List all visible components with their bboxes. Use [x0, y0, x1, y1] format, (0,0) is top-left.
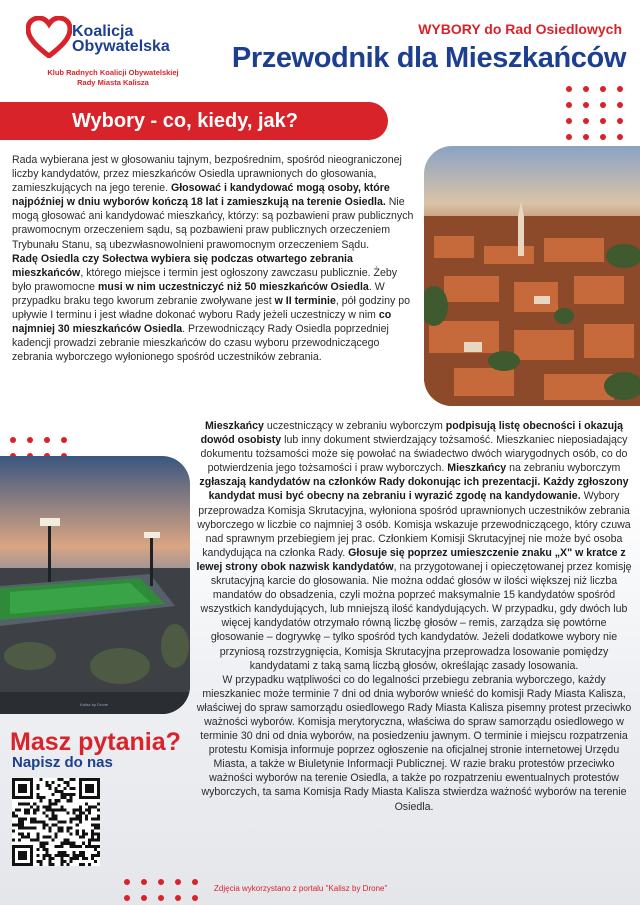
- text-run: uczestniczący w zebraniu wyborczym: [263, 420, 446, 432]
- stadium-photo: [0, 456, 190, 714]
- dots-top-right: [566, 86, 623, 140]
- text-run: podpisują listę obecności i okazują dowód osobisty: [200, 420, 623, 447]
- logo-subtitle: [38, 68, 188, 88]
- text-run: Mieszkańcy: [204, 420, 264, 432]
- body-paragraph: [196, 673, 632, 814]
- page-title: Przewodnik dla Mieszkańców: [231, 42, 626, 74]
- logo-name-line1: Koalicja: [72, 23, 134, 40]
- text-run: musi w nim uczestniczyć niż 50 mieszkańców Osiedla: [97, 280, 369, 293]
- text-run: zgłaszają kandydatów na członków Rady dokonując ich prezentacji. Każdy zgłoszony kandydat musi być obecny na zebraniu i wyrazić zgodę na kandydowanie.: [199, 476, 629, 503]
- body-text: [196, 419, 632, 814]
- intro-text: [12, 153, 418, 364]
- text-run: na zebraniu wyborczym: [506, 462, 621, 475]
- logo-sub-line2: Rady Miasta Kalisza: [77, 78, 149, 87]
- logo-name: [72, 24, 170, 54]
- photo-credit: Zdjęcia wykorzystano z portalu "Kalisz by Drone": [214, 884, 388, 893]
- logo: [26, 14, 186, 87]
- text-run: , którego miejsce i termin jest ogłoszony zawczasu publicznie. Żeby było prawomocne: [12, 266, 398, 293]
- heart-logo-icon: [26, 16, 72, 58]
- text-run: Rada wybierana jest w głosowaniu tajnym, bezpośrednim, spośród nieograniczonej liczby kandydatów, przez mieszkańców Osiedla uprawnionych do głosowania, zamieszkujących na jego terenie.: [12, 154, 402, 195]
- photo-caption: Kalisz by Drone: [80, 702, 109, 707]
- logo-sub-line1: Klub Radnych Koalicji Obywatelskiej: [47, 68, 179, 77]
- text-run: . W przypadku braku tego kworum zebranie zwoływane jest: [12, 280, 385, 307]
- text-run: , na przygotowanej i opieczętowanej przez komisję skrutacyjną karcie do głosowania. Nie można oddać głosów w ilości większej niż liczba mandatów do obsadzenia, czyli można poprzeć maksymalnie 15 kandydatów spośród wszystkich kandydujących, lub mniejszą ilość kandydujących. W przypadku, gdy dwóch lub więcej kandydatów otrzymało równą liczbę głosów – remis, zarządza się powtórne głosowanie – dogrywkę – tylko spośród tych kandydatów. Jeżeli dodatkowe wybory nie przyniosą rozstrzygnięcia, Komisja Skrutacyjna przeprowadza losowanie pomiędzy kandydatami z taką samą liczbą głosów, określając zasady losowania.: [200, 560, 632, 672]
- text-run: Nie mogą głosować ani kandydować mieszkańcy, którzy: są pozbawieni praw publicznych prawomocnym orzeczeniem sądu, są pozbawieni praw publicznych orzeczeniem Trybunału Stanu, są ubezwłasnowolnieni prawomocnym orzeczeniem Sądu.: [12, 196, 414, 251]
- text-run: Radę Osiedla czy Sołectwa wybiera się podczas otwartego zebrania mieszkańców: [12, 252, 353, 279]
- text-run: lub inny dokument stwierdzający tożsamość. Mieszkaniec nieposiadający dokumentu tożsamości może się powołać na świadectwo dwóch wiarygodnych osób, co do potwierdzenia jego tożsamości i praw wyborczych.: [200, 434, 628, 475]
- section-banner: Wybory - co, kiedy, jak?: [0, 102, 388, 140]
- logo-name-line2: Obywatelska: [72, 38, 170, 55]
- text-run: co najmniej 30 mieszkańców Osiedla: [12, 309, 392, 336]
- questions-subtitle: Napisz do nas: [12, 754, 113, 771]
- text-run: W przypadku wątpliwości co do legalności przebiegu zebrania wyborczego, każdy mieszkaniec może terminie 7 dni od dnia wyborów wnieść do komisji Rady Miasta Kalisza, właściwej do spraw samorządu osiedlowego Rady Miasta Kalisza pisemny protest przeciwko ważności wyborów. Komisja merytoryczna, właściwa do spraw samorządu osiedlowego w terminie 30 dni od dnia wyborów, na posiedzeniu jawnym. O terminie i miejscu rozpatrzenia protestu Komisja informuje poprzez ogłoszenie na oficjalnej stronie internetowej Urzędu Miasta, a także w Biuletynie Informacji Publicznej. W razie braku protestów przeciwko ważności wyborów na terenie Osiedla, a także po rozpatrzeniu ewentualnych protestów wyborczych, ta sama Komisja Rady Miasta Kalisza stwierdza ważność wyborów na terenie Osiedla.: [196, 673, 632, 813]
- text-run: w II terminie: [274, 294, 336, 307]
- city-aerial-photo: [424, 146, 640, 406]
- questions-title: Masz pytania?: [10, 728, 181, 756]
- text-run: , pół godziny po upływie I terminu i jest władne dokonać wyboru Rady jeżeli uczestniczy w nim: [12, 294, 411, 322]
- text-run: Głosuje się poprzez umieszczenie znaku „X" w kratce z lewej strony obok nazwisk kandydatów: [196, 546, 626, 573]
- top-label: WYBORY do Rad Osiedlowych: [418, 21, 622, 37]
- text-run: Mieszkańcy: [447, 462, 507, 475]
- text-run: . Przewodniczący Rady Osiedla poprzedniej kadencji prowadzi zebranie mieszkańców do czasu wyboru przewodniczącego zebrania wyborczego wyłonionego spośród uczestników zebrania.: [12, 323, 389, 364]
- body-paragraph: [196, 419, 632, 673]
- text-run: Głosować i kandydować mogą osoby, które najpóźniej w dniu wyborów kończą 18 lat i zamieszkują na terenie Osiedla.: [12, 182, 390, 209]
- qr-code-icon[interactable]: [12, 778, 100, 866]
- dots-bottom: [124, 879, 198, 901]
- text-run: Wybory przeprowadza Komisja Skrutacyjna, wyłoniona spośród uprawnionych uczestników zebrania wyborczego w liczbie co najmniej 3 osób. Komisja wskazuje przewodniczącego, który czuwa nad sprawnym przebiegiem jej prac. Członkiem Komisji Skrutacyjnej nie może być osoba kandydująca na członka Rady.: [197, 490, 631, 559]
